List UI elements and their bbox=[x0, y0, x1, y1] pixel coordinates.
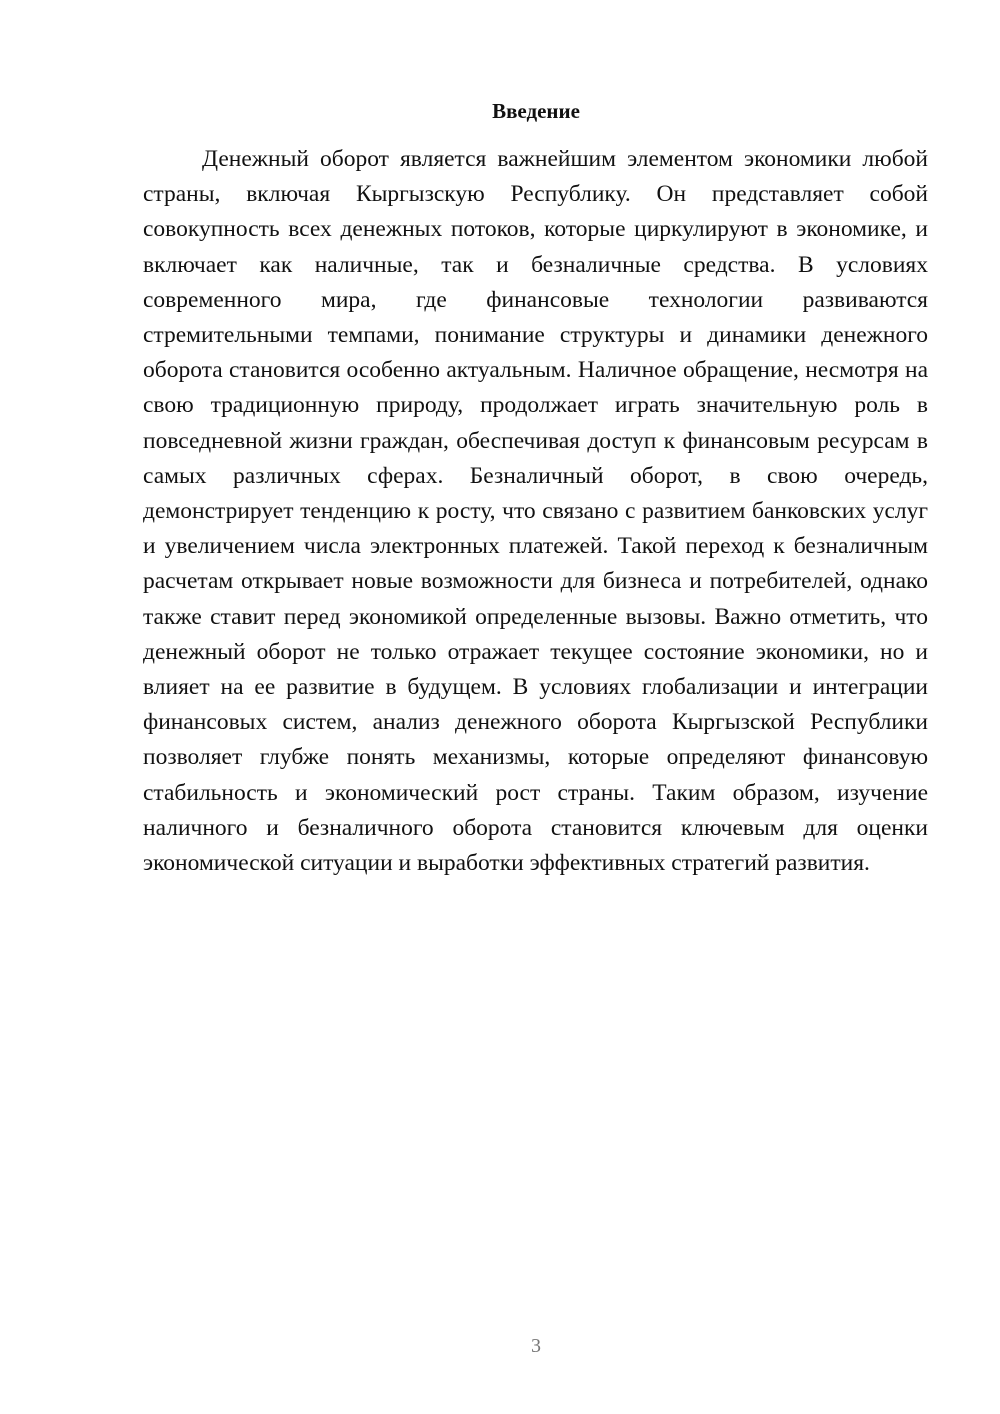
body-paragraph: Денежный оборот является важнейшим элементом экономики любой страны, включая Кыргызскую Республику. Он представляет собой совокупность всех денежных потоков, которые циркулируют в экономике, и включает как наличные, так и безналичные средства. В условиях современного мира, где финансовые технологии развиваются стремительными темпами, понимание структуры и динамики денежного оборота становится особенно актуальным. Наличное обращение, несмотря на свою традиционную природу, продолжает играть значительную роль в повседневной жизни граждан, обеспечивая доступ к финансовым ресурсам в самых различных сферах. Безналичный оборот, в свою очередь, демонстрирует тенденцию к росту, что связано с развитием банковских услуг и увеличением числа электронных платежей. Такой переход к безналичным расчетам открывает новые возможности для бизнеса и потребителей, однако также ставит перед экономикой определенные вызовы. Важно отметить, что денежный оборот не только отражает текущее состояние экономики, но и влияет на ее развитие в будущем. В условиях глобализации и интеграции финансовых систем, анализ денежного оборота Кыргызской Республики позволяет глубже понять механизмы, которые определяют финансовую стабильность и экономический рост страны. Таким образом, изучение наличного и безналичного оборота становится ключевым для оценки экономической ситуации и выработки эффективных стратегий развития. bbox=[143, 146, 928, 877]
page-number: 3 bbox=[531, 1335, 541, 1357]
page-title: Введение bbox=[492, 99, 580, 123]
